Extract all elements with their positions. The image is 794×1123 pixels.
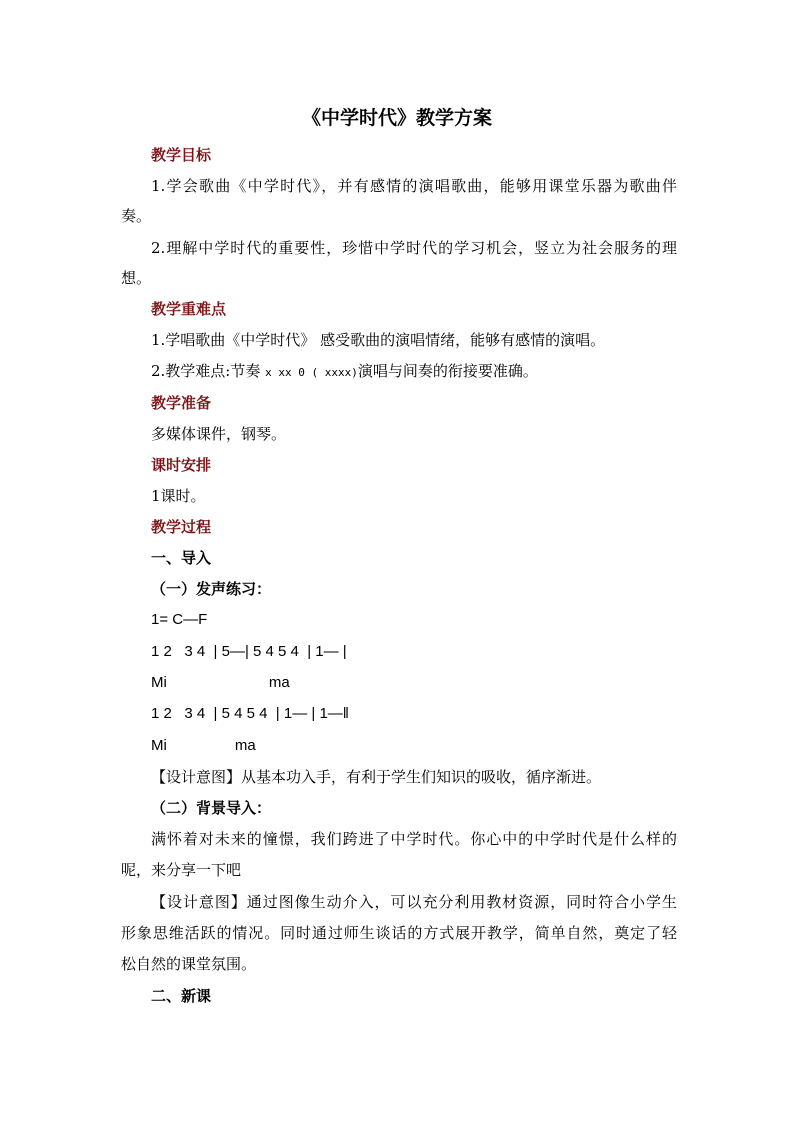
section-heading-key-points: 教学重难点 <box>151 300 227 318</box>
key-point-1: 1.学唱歌曲《中学时代》 感受歌曲的演唱情绪，能够有感情的演唱。 <box>151 331 606 349</box>
goal-2-line-2: 想。 <box>121 269 152 287</box>
lyric-line-2 <box>151 736 707 756</box>
rhythm-notation: x xx 0 ( xxxx) <box>265 366 358 379</box>
goal-2-line-1: 2.理解中学时代的重要性，珍惜中学时代的学习机会，竖立为社会服务的理 <box>151 239 677 257</box>
design-intent-2-line-3: 松自然的课堂氛围。 <box>121 955 257 973</box>
key-point-2-text: 2.教学难点:节奏 <box>151 362 261 380</box>
key-signature: 1= C—F <box>151 611 208 628</box>
notation-line-2: 1 2 3 4 | 5 4 5 4 | 1— | 1—‖ <box>151 705 349 722</box>
step-1-heading: 一、导入 <box>151 549 212 567</box>
design-intent-2-line-2: 形象思维活跃的情况。同时通过师生谈话的方式展开教学，简单自然，奠定了轻 <box>121 924 677 942</box>
section-heading-process: 教学过程 <box>151 518 212 536</box>
step-1-1-heading: （一）发声练习： <box>151 580 272 598</box>
notation-line-1: 1 2 3 4 | 5—| 5 4 5 4 | 1— | <box>151 643 347 660</box>
background-line-1: 满怀着对未来的憧憬，我们跨进了中学时代。你心中的中学时代是什么样的 <box>151 830 677 848</box>
lyric-2-ma: ma <box>234 737 256 754</box>
lyric-2-mi: Mi <box>151 737 167 754</box>
key-point-2-text-end: 演唱与间奏的衔接要准确。 <box>357 362 538 380</box>
page-title: 《中学时代》教学方案 <box>301 107 492 129</box>
goal-1-line-2: 奏。 <box>121 207 152 225</box>
background-line-2: 呢，来分享一下吧 <box>121 861 242 879</box>
lyric-1-mi: Mi <box>151 674 167 691</box>
key-point-2 <box>151 361 707 383</box>
section-heading-preparation: 教学准备 <box>151 394 212 412</box>
schedule-text: 1课时。 <box>151 487 206 505</box>
lyric-line-1 <box>151 673 707 693</box>
design-intent-2-line-1: 【设计意图】通过图像生动介入，可以充分利用教材资源，同时符合小学生 <box>151 893 677 911</box>
design-intent-1: 【设计意图】从基本功入手，有利于学生们知识的吸收，循序渐进。 <box>151 768 602 786</box>
section-heading-schedule: 课时安排 <box>151 456 212 474</box>
preparation-text: 多媒体课件，钢琴。 <box>151 425 287 443</box>
lyric-1-ma: ma <box>268 674 290 691</box>
goal-1-line-1: 1.学会歌曲《中学时代》，并有感情的演唱歌曲，能够用课堂乐器为歌曲伴 <box>151 177 677 195</box>
step-1-2-heading: （二）背景导入： <box>151 799 272 817</box>
step-2-heading: 二、新课 <box>151 987 212 1005</box>
section-heading-goals: 教学目标 <box>151 146 212 164</box>
